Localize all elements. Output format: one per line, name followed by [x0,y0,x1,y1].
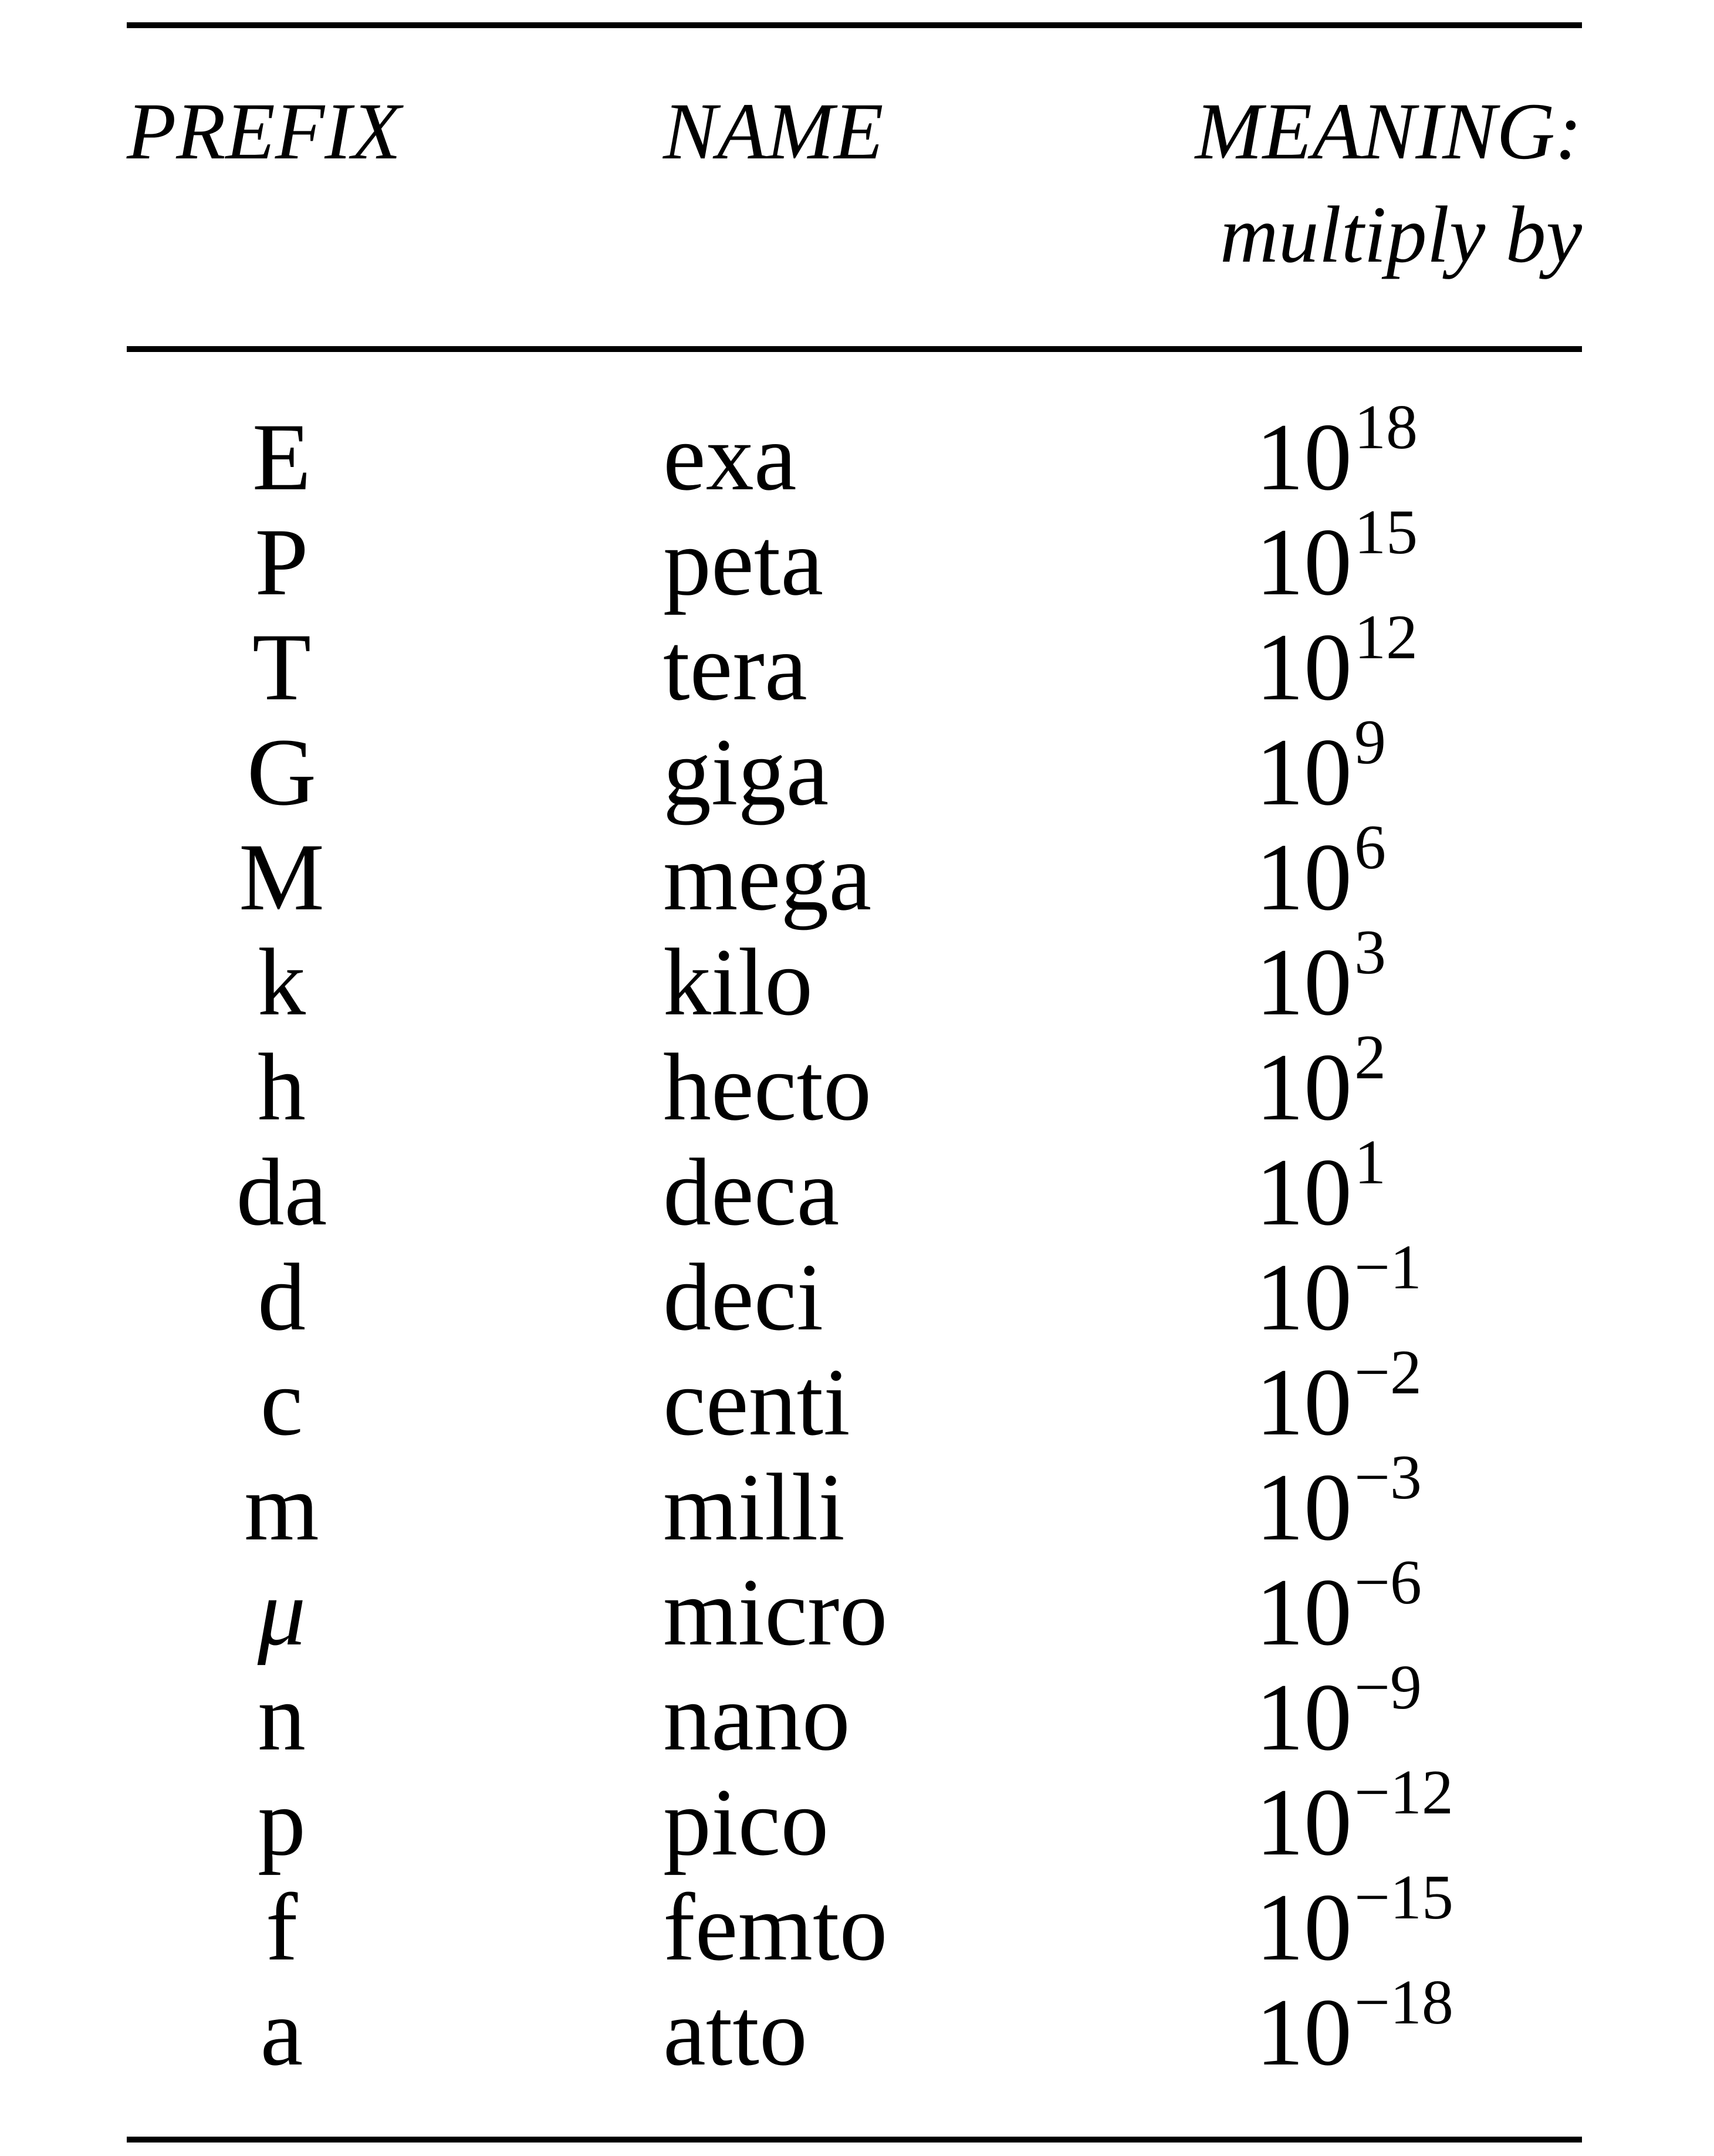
multiplier-base: 10 [1256,929,1352,1035]
prefix-name: atto [663,1979,807,2086]
prefix-symbol: P [255,509,309,615]
multiplier-exponent: −1 [1354,1233,1422,1302]
header-meaning [1195,80,1582,286]
table-row [0,1968,1714,2086]
multiplier-base: 10 [1256,1349,1352,1456]
header-meaning-line1: MEANING: [1195,86,1582,176]
table-row [0,497,1714,615]
table-body [0,392,1714,2086]
table-row [0,603,1714,720]
prefix-name: giga [663,719,829,825]
table-row [0,1653,1714,1771]
multiplier-base: 10 [1256,719,1352,825]
multiplier-base: 10 [1256,1454,1352,1561]
multiplier-base: 10 [1256,509,1352,615]
prefix-symbol: m [244,1454,319,1561]
multiplier-exponent: −15 [1354,1863,1453,1932]
prefix-name: tera [663,614,807,720]
prefix-symbol: G [246,719,317,825]
bottom-rule [127,2137,1582,2143]
prefix-name: nano [663,1664,850,1771]
multiplier-base: 10 [1256,1559,1352,1666]
multiplier-base: 10 [1256,1034,1352,1140]
multiplier-base: 10 [1256,824,1352,930]
prefix-name: micro [663,1559,888,1666]
prefix-symbol: k [258,929,306,1035]
prefix-name: femto [663,1874,888,1981]
prefix-symbol: d [258,1244,306,1351]
table-row [0,1023,1714,1140]
multiplier-base: 10 [1256,1979,1352,2086]
table-row [0,392,1714,510]
header-name: NAME [663,86,884,176]
table-row [0,1338,1714,1456]
multiplier [1256,1968,1453,2096]
header-rule [127,346,1582,352]
multiplier-exponent: −3 [1354,1443,1422,1512]
prefix-name: peta [663,509,824,615]
multiplier-base: 10 [1256,404,1352,510]
prefix-name: exa [663,404,797,510]
multiplier-exponent: 15 [1354,497,1418,567]
multiplier-exponent: 6 [1354,813,1386,882]
multiplier-exponent: 2 [1354,1023,1386,1092]
table-row [0,918,1714,1035]
table-row [0,1443,1714,1561]
prefix-symbol: da [236,1139,327,1245]
prefix-symbol: c [260,1349,303,1456]
multiplier [1256,603,1418,731]
prefix-symbol: p [258,1769,306,1876]
multiplier-base: 10 [1256,1664,1352,1771]
multiplier-exponent: 3 [1354,918,1386,987]
multiplier-exponent: 1 [1354,1128,1386,1197]
table-row [0,1233,1714,1351]
prefix-symbol: f [265,1874,298,1981]
multiplier-base: 10 [1256,614,1352,720]
header-meaning-line2: multiply by [1219,189,1582,279]
prefix-name: hecto [663,1034,872,1140]
multiplier-base: 10 [1256,1244,1352,1351]
multiplier-exponent: −2 [1354,1338,1422,1407]
multiplier-exponent: −18 [1354,1968,1453,2037]
multiplier-exponent: 12 [1354,603,1418,672]
table-row [0,813,1714,930]
table-row [0,1758,1714,1876]
prefix-name: pico [663,1769,829,1876]
multiplier-base: 10 [1256,1874,1352,1981]
prefix-name: centi [663,1349,850,1456]
multiplier-exponent: −6 [1354,1548,1422,1617]
multiplier-base: 10 [1256,1769,1352,1876]
multiplier-exponent: −12 [1354,1758,1453,1827]
table-row [0,708,1714,825]
multiplier-exponent: 18 [1354,392,1418,462]
prefix-symbol: E [252,404,312,510]
prefix-symbol: M [239,824,324,930]
prefix-symbol: T [252,614,312,720]
prefix-name: deci [663,1244,824,1351]
prefix-symbol: h [258,1034,306,1140]
table-row [0,1128,1714,1245]
header-prefix: PREFIX [127,86,401,176]
table-row [0,1548,1714,1666]
prefix-symbol: a [260,1979,303,2086]
prefix-name: kilo [663,929,813,1035]
prefix-symbol: μ [257,1559,306,1666]
top-rule [127,22,1582,28]
prefix-name: milli [663,1454,845,1561]
multiplier-base: 10 [1256,1139,1352,1245]
prefix-name: mega [663,824,872,930]
table-row [0,1863,1714,1981]
multiplier-exponent: 9 [1354,708,1386,777]
prefix-name: deca [663,1139,840,1245]
multiplier-exponent: −9 [1354,1653,1422,1722]
prefix-symbol: n [258,1664,306,1771]
